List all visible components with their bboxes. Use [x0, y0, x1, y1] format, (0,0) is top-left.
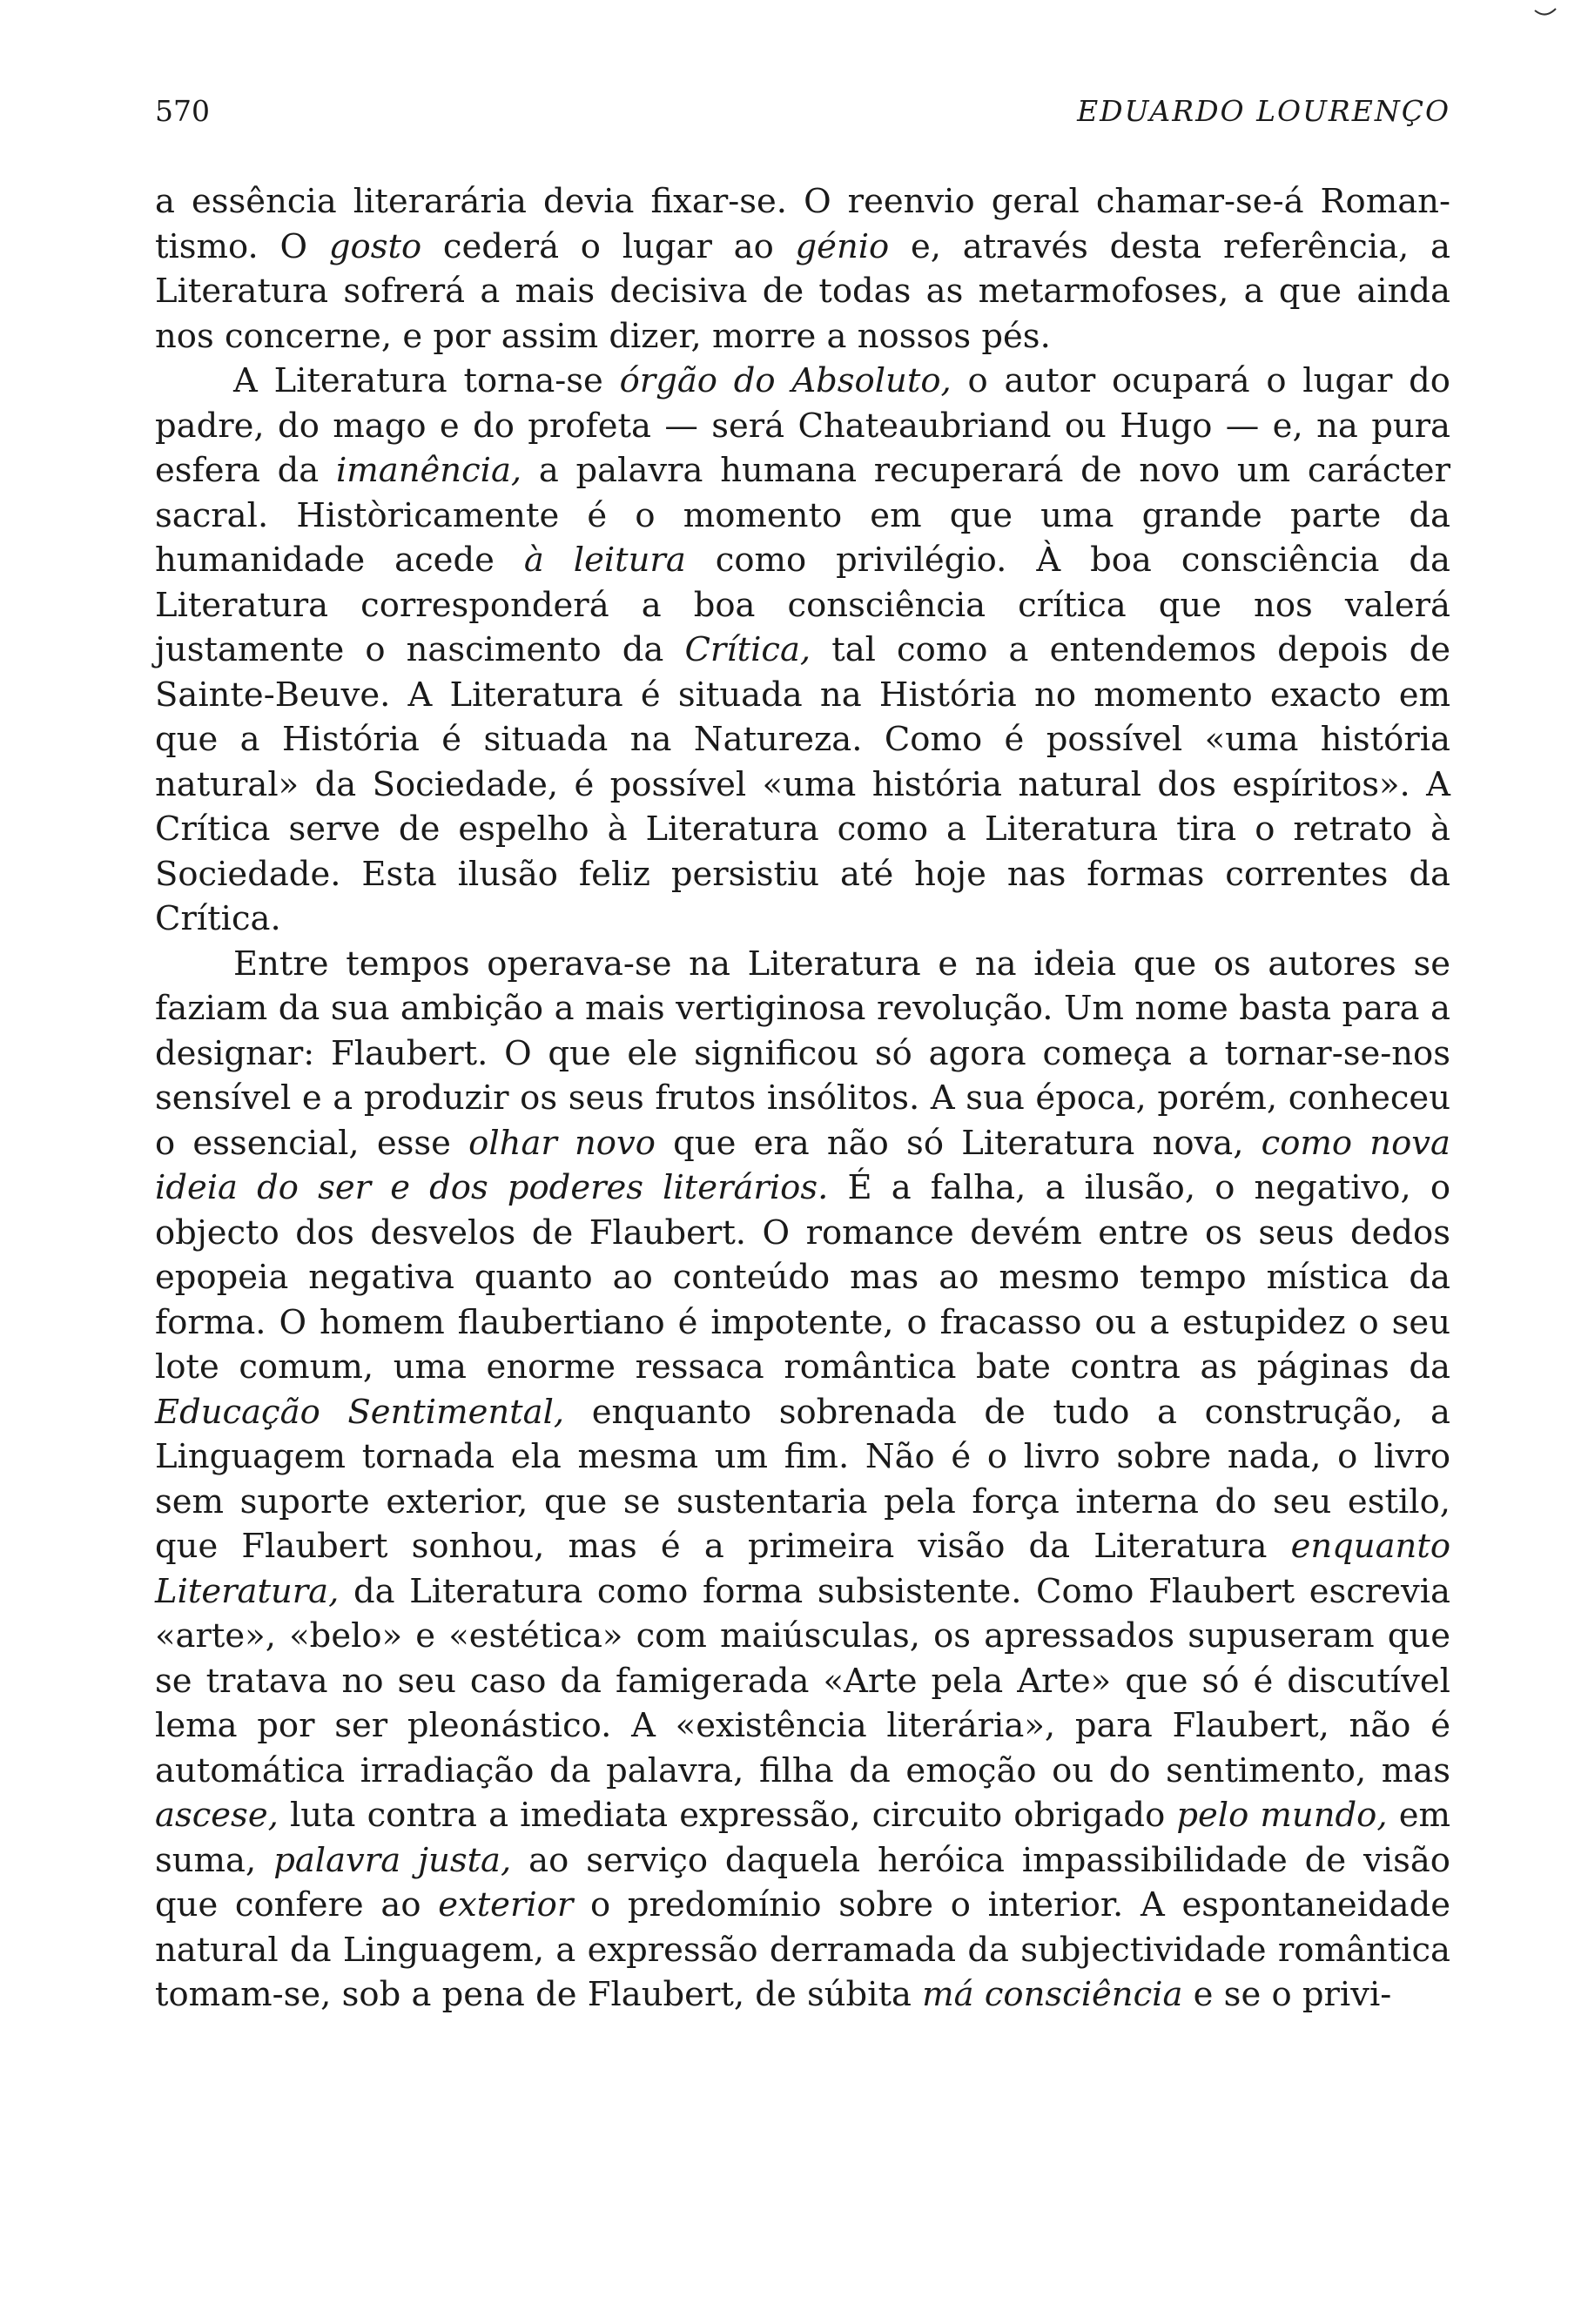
- italic-text-run: órgão do Absoluto,: [619, 361, 952, 400]
- text-run: É a falha, a ilusão, o negativo, o objecto dos desvelos de Flaubert. O romance devém entre os seus dedos epopeia negativa quanto ao conteúdo mas ao mesmo tempo mística da forma. O homem flaubertiano é impotente, o fracasso ou a estupidez o seu lote comum, uma enorme ressaca romântica bate contra as páginas da: [155, 1168, 1450, 1387]
- running-head: [155, 87, 1450, 139]
- italic-text-run: enquanto Literatura,: [155, 1527, 1450, 1611]
- italic-text-run: má consciência: [922, 1975, 1183, 2014]
- italic-text-run: exterior: [438, 1885, 574, 1924]
- text-run: o predomínio sobre o interior. A espontaneidade natural da Linguagem, a expressão derramada da subjectividade romântica tomam-se, sob a pena de Flaubert, de súbita: [155, 1885, 1450, 2014]
- text-run: a palavra humana recuperará de novo um carácter sacral. Històricamente é o momento em que uma grande parte da humanidade acede: [155, 451, 1450, 580]
- italic-text-run: ascese,: [155, 1796, 279, 1835]
- italic-text-run: olhar novo: [468, 1123, 656, 1163]
- scan-mark-icon: [1534, 7, 1557, 19]
- text-run: que era não só Literatura nova,: [655, 1123, 1262, 1163]
- book-page: [155, 87, 1450, 2018]
- text-run: o autor ocupará o lugar do padre, do mago e do profeta — será Chateaubriand ou Hugo — e, na pura esfera da: [155, 361, 1450, 490]
- page-number: 570: [155, 94, 210, 128]
- italic-text-run: Crítica,: [684, 630, 811, 669]
- running-head-author: EDUARDO LOURENÇO: [1077, 94, 1450, 128]
- italic-text-run: gosto: [328, 226, 422, 266]
- text-run: tal como a entendemos depois de Sainte-Beuve. A Literatura é situada na História no momento exacto em que a História é situada na Natureza. Como é possível «uma história natural» da Sociedade, é possível «uma história natural dos espíritos». A Crítica serve de espelho à Literatura como a Literatura tira o retrato à Sociedade. Esta ilusão feliz persistiu até hoje nas formas correntes da Crítica.: [155, 630, 1450, 938]
- italic-text-run: pelo mundo,: [1176, 1796, 1388, 1835]
- text-run: luta contra a imediata expressão, circuito obrigado: [278, 1796, 1177, 1835]
- text-run: e, através desta referência, a Literatura sofrerá a mais decisiva de todas as metarmofoses, a que ainda nos concerne, e por assim dizer, morre a nossos pés.: [155, 226, 1450, 356]
- paragraph-1: [155, 179, 1450, 359]
- text-run: como privilégio. À boa consciência da Literatura corresponderá a boa consciência crítica que nos valerá justamente o nascimento da: [155, 541, 1450, 669]
- italic-text-run: palavra justa,: [273, 1840, 512, 1880]
- italic-text-run: como nova ideia do ser e dos poderes literários.: [155, 1123, 1450, 1207]
- body-text: [155, 179, 1450, 2018]
- text-run: cederá o lugar ao: [421, 226, 796, 266]
- text-run: e se o privi-: [1182, 1975, 1392, 2014]
- text-run: em suma,: [155, 1796, 1450, 1880]
- text-run: ao serviço daquela heróica impassibilidade de visão que confere ao: [155, 1840, 1450, 1924]
- paragraph-2: [155, 359, 1450, 942]
- italic-text-run: génio: [795, 226, 890, 266]
- italic-text-run: à leitura: [523, 541, 686, 580]
- text-run: A Literatura torna-se: [233, 361, 620, 400]
- text-run: da Literatura como forma subsistente. Como Flaubert escrevia «arte», «belo» e «estética» com maiúsculas, os apressados supuseram que se tratava no seu caso da famigerada «Arte pela Arte» que só é discutível lema por ser pleonástico. A «existência literária», para Flaubert, não é automática irradiação da palavra, filha da emoção ou do sentimento, mas: [155, 1571, 1450, 1790]
- text-run: enquanto sobrenada de tudo a construção, a Linguagem tornada ela mesma um fim. Não é o livro sobre nada, o livro sem suporte exterior, que se sustentaria pela força interna do seu estilo, que Flaubert sonhou, mas é a primeira visão da Literatura: [155, 1392, 1451, 1566]
- text-run: a essência literarária devia fixar-se. O reenvio geral chamar-se-á Romantismo. O: [155, 182, 1450, 266]
- paragraph-3: [155, 942, 1450, 2018]
- text-run: Entre tempos operava-se na Literatura e na ideia que os autores se faziam da sua ambição a mais vertiginosa revolução. Um nome basta para a designar: Flaubert. O que ele significou só agora começa a tornar-se-nos sensível e a produzir os seus frutos insólitos. A sua época, porém, conheceu o essencial, esse: [155, 944, 1450, 1163]
- italic-text-run: Educação Sentimental,: [155, 1392, 565, 1432]
- italic-text-run: imanência,: [335, 451, 522, 490]
